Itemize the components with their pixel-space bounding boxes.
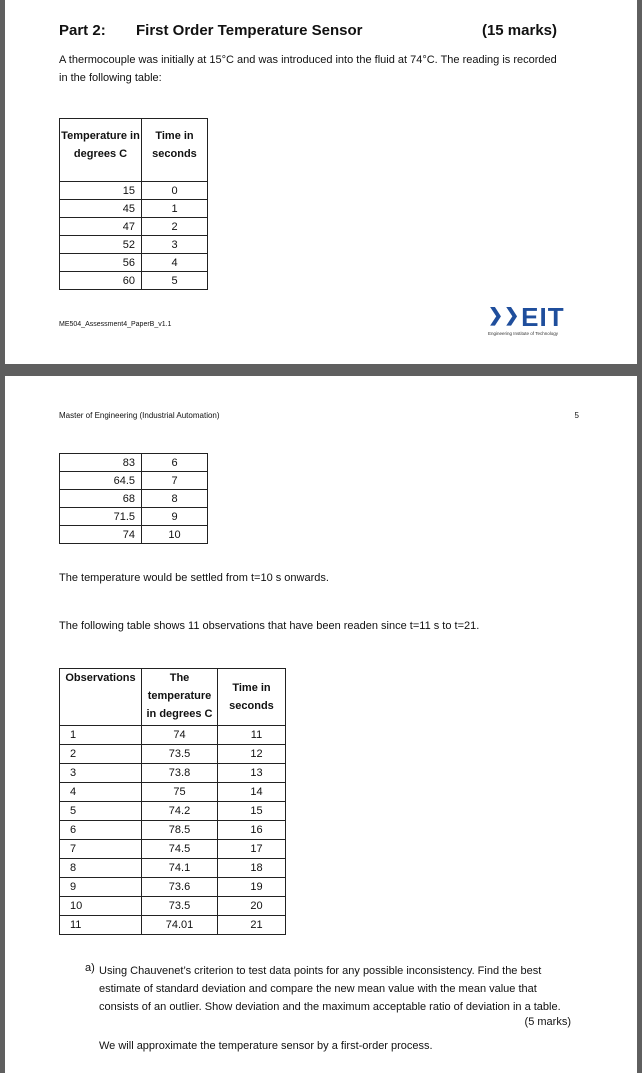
question-a-letter: a) [85, 962, 95, 974]
temperature-cell: 73.6 [142, 878, 218, 897]
observation-cell: 10 [60, 897, 142, 916]
observation-cell: 1 [60, 726, 142, 745]
logo-subtext: Engineering Institute of Technology [488, 331, 558, 336]
time-cell: 7 [142, 472, 208, 490]
time-cell: 11 [218, 726, 286, 745]
header-time: Time in seconds [218, 669, 286, 726]
time-cell: 0 [142, 182, 208, 200]
observation-cell: 5 [60, 802, 142, 821]
temperature-cell: 73.8 [142, 764, 218, 783]
eit-logo [488, 302, 588, 336]
observations-table [59, 668, 286, 935]
temperature-cell: 73.5 [142, 745, 218, 764]
time-cell: 8 [142, 490, 208, 508]
time-cell: 13 [218, 764, 286, 783]
table-row [60, 490, 208, 508]
temperature-cell: 68 [60, 490, 142, 508]
observation-cell: 9 [60, 878, 142, 897]
temperature-cell: 74.2 [142, 802, 218, 821]
time-cell: 20 [218, 897, 286, 916]
logo-text: EIT [521, 302, 565, 332]
temperature-cell: 74.1 [142, 859, 218, 878]
table-row [60, 878, 286, 897]
table-row [60, 897, 286, 916]
temperature-cell: 47 [60, 218, 142, 236]
temperature-cell: 71.5 [60, 508, 142, 526]
table-row [60, 783, 286, 802]
table-header-row [60, 119, 208, 182]
table-row [60, 182, 208, 200]
observation-cell: 2 [60, 745, 142, 764]
table-row [60, 859, 286, 878]
temperature-cell: 60 [60, 272, 142, 290]
page-1 [5, 0, 637, 364]
table-row [60, 764, 286, 783]
table-row [60, 272, 208, 290]
time-cell: 5 [142, 272, 208, 290]
temperature-cell: 64.5 [60, 472, 142, 490]
table-row [60, 508, 208, 526]
header-temperature: The temperature in degrees C [142, 669, 218, 726]
temperature-cell: 74.01 [142, 916, 218, 935]
temperature-table-1 [59, 118, 208, 290]
table-row [60, 840, 286, 859]
table-row [60, 218, 208, 236]
time-cell: 12 [218, 745, 286, 764]
temperature-cell: 15 [60, 182, 142, 200]
header-observations: Observations [60, 669, 142, 726]
table-row [60, 726, 286, 745]
temperature-cell: 52 [60, 236, 142, 254]
observation-cell: 6 [60, 821, 142, 840]
temperature-table-2 [59, 453, 208, 544]
page-2 [5, 376, 637, 1073]
part-title: First Order Temperature Sensor [136, 22, 363, 39]
table-row [60, 745, 286, 764]
header-temperature: Temperature in degrees C [60, 119, 142, 182]
observation-cell: 3 [60, 764, 142, 783]
table-row [60, 472, 208, 490]
table-row [60, 254, 208, 272]
table-row [60, 454, 208, 472]
intro-paragraph: A thermocouple was initially at 15°C and was introduced into the fluid at 74°C. The reading is recorded in the following table: [59, 54, 557, 84]
time-cell: 21 [218, 916, 286, 935]
part-number: Part 2: [59, 22, 106, 39]
time-cell: 2 [142, 218, 208, 236]
observation-cell: 7 [60, 840, 142, 859]
temperature-cell: 73.5 [142, 897, 218, 916]
table-row [60, 916, 286, 935]
time-cell: 14 [218, 783, 286, 802]
table-row [60, 802, 286, 821]
table-row [60, 200, 208, 218]
logo-arrows-icon: ❯❯ [488, 305, 521, 325]
approximation-statement: We will approximate the temperature sensor by a first-order process. [99, 1040, 433, 1052]
temperature-cell: 56 [60, 254, 142, 272]
header-time: Time in seconds [142, 119, 208, 182]
time-cell: 15 [218, 802, 286, 821]
question-a-marks: (5 marks) [524, 1016, 571, 1028]
time-cell: 18 [218, 859, 286, 878]
time-cell: 1 [142, 200, 208, 218]
settled-statement: The temperature would be settled from t=10 s onwards. [59, 572, 329, 584]
table-row [60, 821, 286, 840]
page-number: 5 [574, 411, 579, 420]
table-row [60, 236, 208, 254]
table-header-row [60, 669, 286, 726]
observation-cell: 4 [60, 783, 142, 802]
temperature-cell: 74 [60, 526, 142, 544]
observation-cell: 8 [60, 859, 142, 878]
part-marks: (15 marks) [481, 22, 557, 39]
temperature-cell: 45 [60, 200, 142, 218]
time-cell: 19 [218, 878, 286, 897]
temperature-cell: 74 [142, 726, 218, 745]
temperature-cell: 78.5 [142, 821, 218, 840]
observations-intro: The following table shows 11 observations that have been readen since t=11 s to t=21. [59, 620, 480, 632]
question-a-text: Using Chauvenet’s criterion to test data points for any possible inconsistency. Find the best estimate of standard deviation and compare the new mean value with the mean value that consists of an outlier. Show deviation and the maximum acceptable ratio of deviation in a table. [99, 965, 561, 1013]
document-id: ME504_Assessment4_PaperB_v1.1 [59, 321, 172, 328]
temperature-cell: 83 [60, 454, 142, 472]
page-header: Master of Engineering (Industrial Automation) [59, 411, 220, 420]
time-cell: 17 [218, 840, 286, 859]
time-cell: 9 [142, 508, 208, 526]
time-cell: 4 [142, 254, 208, 272]
time-cell: 6 [142, 454, 208, 472]
temperature-cell: 75 [142, 783, 218, 802]
time-cell: 3 [142, 236, 208, 254]
table-row [60, 526, 208, 544]
time-cell: 10 [142, 526, 208, 544]
temperature-cell: 74.5 [142, 840, 218, 859]
observation-cell: 11 [60, 916, 142, 935]
time-cell: 16 [218, 821, 286, 840]
